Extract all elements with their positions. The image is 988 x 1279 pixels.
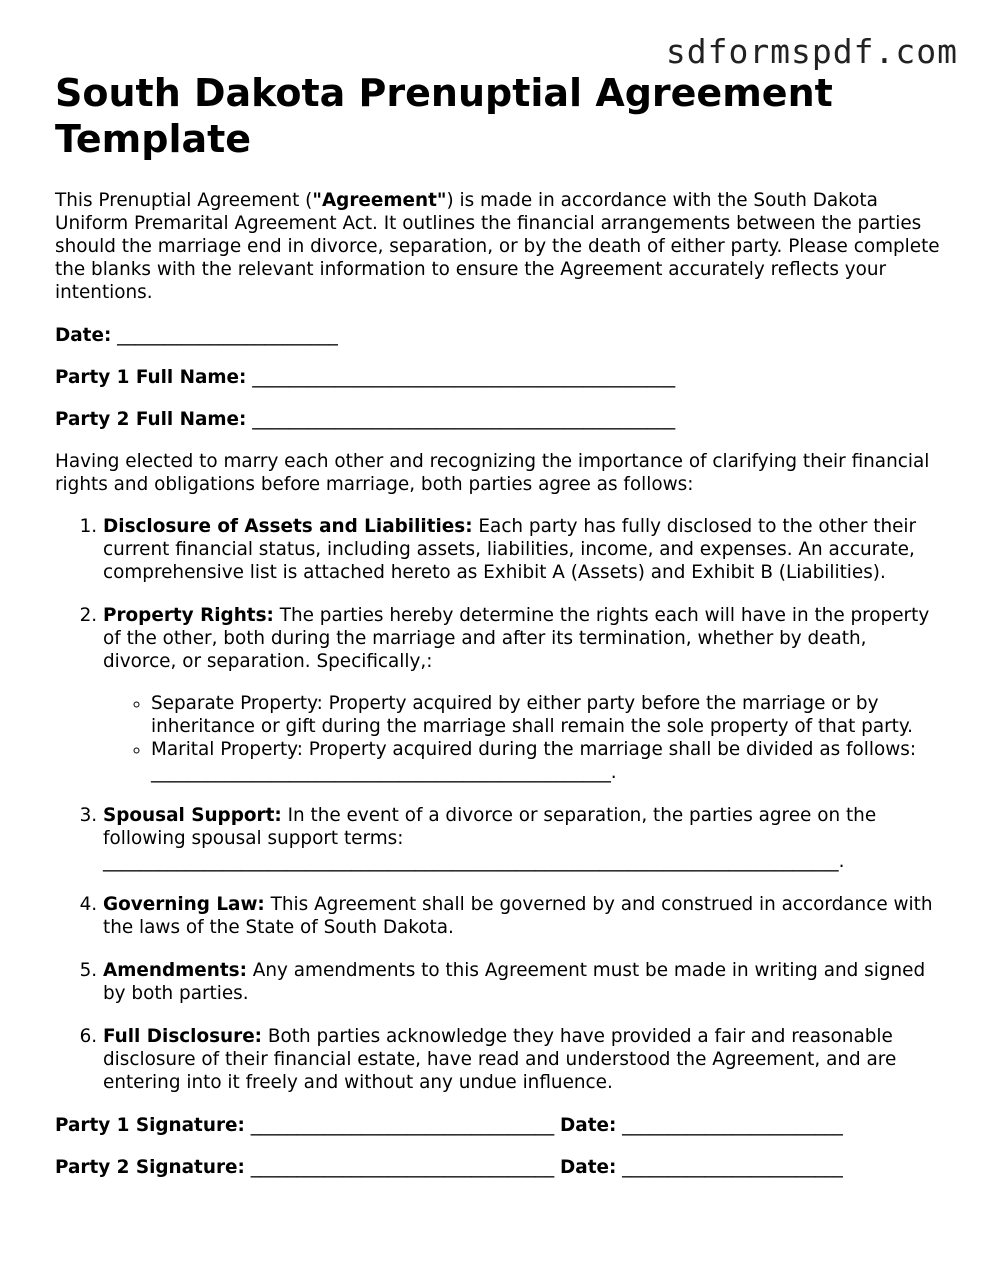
date-blank[interactable]: ________________________ — [117, 325, 338, 346]
separate-property-item: ◦ Separate Property: Property acquired by either party before the marriage or by inheritance or gift during the marriage shall remain the sole property of that party. — [151, 692, 945, 738]
watermark: sdformspdf.com — [665, 32, 958, 71]
clause-spousal-support[interactable] — [103, 804, 945, 873]
clause-text: Any amendments to this Agreement must be made in writing and signed by both parties. — [103, 960, 926, 1004]
party2-signature-row[interactable] — [55, 1156, 945, 1179]
preamble-paragraph: Having elected to marry each other and recognizing the importance of clarifying their financial rights and obligations before marriage, both parties agree as follows: — [55, 451, 930, 495]
date-label: Date: — [55, 325, 112, 346]
party2-name-field[interactable] — [55, 408, 945, 431]
party1-signature-blank[interactable]: _________________________________ — [250, 1115, 555, 1136]
party2-signature-blank[interactable]: _________________________________ — [250, 1157, 555, 1178]
party2-signature-date-blank[interactable]: ________________________ — [622, 1157, 843, 1178]
property-rights-sublist — [103, 692, 945, 784]
intro-defined-term: "Agreement" — [312, 190, 447, 211]
clause-text[interactable]: In the event of a divorce or separation, the parties agree on the following spousal support terms: ________________________________________________________________________________. — [103, 805, 877, 872]
party1-signature-row[interactable] — [55, 1114, 945, 1137]
clause-property-rights — [103, 604, 945, 784]
clause-disclosure — [103, 515, 945, 584]
clause-text: The parties hereby determine the rights each will have in the property of the other, both during the marriage and after its termination, whether by death, divorce, or separation. Specifically,: — [103, 605, 930, 672]
party2-signature-date-label: Date: — [560, 1157, 617, 1178]
party2-name-blank[interactable]: ______________________________________________ — [252, 409, 676, 430]
clauses-list — [55, 515, 945, 1094]
intro-paragraph — [55, 189, 945, 304]
clause-heading: Amendments: — [103, 960, 247, 981]
intro-text-before: This Prenuptial Agreement ( — [55, 190, 313, 211]
clause-text: Both parties acknowledge they have provided a fair and reasonable disclosure of their financial estate, have read and understood the Agreement, and are entering into it freely and without any undue influence. — [103, 1026, 897, 1093]
clause-heading: Full Disclosure: — [103, 1026, 263, 1047]
party2-name-label: Party 2 Full Name: — [55, 409, 247, 430]
party1-name-field[interactable] — [55, 366, 945, 389]
party1-name-blank[interactable]: ______________________________________________ — [252, 367, 676, 388]
clause-heading: Spousal Support: — [103, 805, 282, 826]
clause-heading: Property Rights: — [103, 605, 274, 626]
intro-text-after: ) is made in accordance with the South Dakota Uniform Premarital Agreement Act. It outlines the financial arrangements between the parties should the marriage end in divorce, separation, or by the death of either party. Please complete the blanks with the relevant information to ensure the Agreement accurately reflects your intentions. — [55, 190, 940, 303]
party2-signature-label: Party 2 Signature: — [55, 1157, 245, 1178]
marital-property-item[interactable]: ◦ Marital Property: Property acquired during the marriage shall be divided as follows: __________________________________________________. — [151, 738, 945, 784]
party1-name-label: Party 1 Full Name: — [55, 367, 247, 388]
date-field[interactable] — [55, 324, 945, 347]
clause-heading: Governing Law: — [103, 894, 265, 915]
clause-text: This Agreement shall be governed by and construed in accordance with the laws of the State of South Dakota. — [103, 894, 933, 938]
party1-signature-date-label: Date: — [560, 1115, 617, 1136]
clause-amendments — [103, 959, 945, 1005]
document-page — [55, 70, 945, 1179]
party1-signature-label: Party 1 Signature: — [55, 1115, 245, 1136]
page-title: South Dakota Prenuptial Agreement Template — [55, 71, 833, 161]
clause-text: Each party has fully disclosed to the other their current financial status, including assets, liabilities, income, and expenses. An accurate, comprehensive list is attached hereto as Exhibit A (Assets) and Exhibit B (Liabilities). — [103, 516, 917, 583]
clause-full-disclosure — [103, 1025, 945, 1094]
clause-governing-law — [103, 893, 945, 939]
clause-heading: Disclosure of Assets and Liabilities: — [103, 516, 473, 537]
party1-signature-date-blank[interactable]: ________________________ — [622, 1115, 843, 1136]
